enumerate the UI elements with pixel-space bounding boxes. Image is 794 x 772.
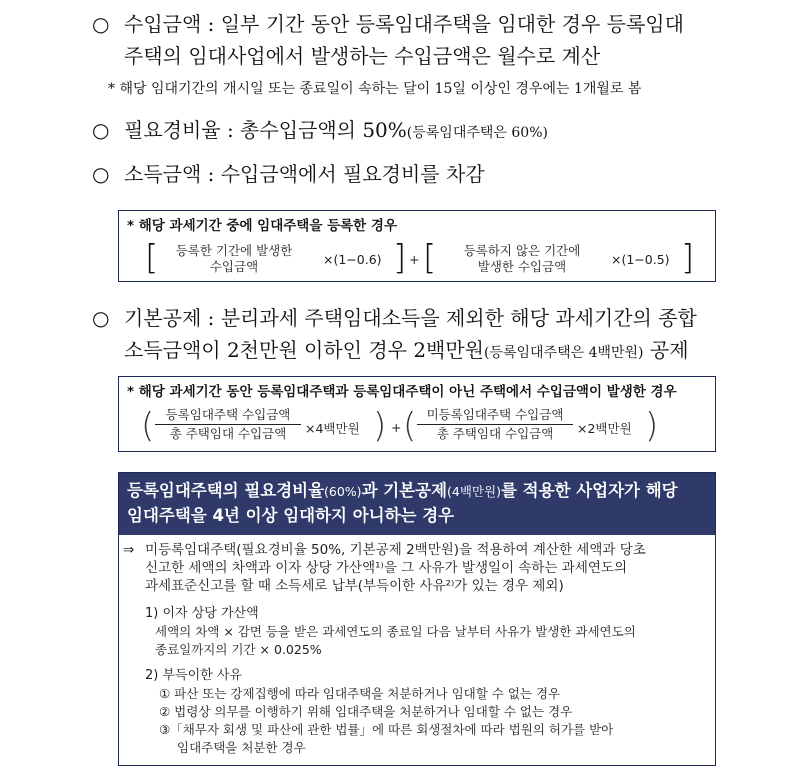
right-bracket-icon: ]	[681, 238, 695, 278]
subsection-title: 1) 이자 상당 가산액	[145, 606, 259, 621]
circle-bullet-icon: ○	[92, 12, 110, 36]
bullet-line: 기본공제 : 분리과세 주택임대소득을 제외한 해당 과세기간의 종합	[124, 306, 697, 330]
bullet-expense-ratio	[92, 114, 772, 146]
reason-item-continued: 임대주택을 처분한 경우	[177, 740, 306, 755]
formula-factor: ×(1−0.5)	[611, 252, 670, 267]
left-paren-icon: (	[403, 406, 417, 446]
fraction-bar	[417, 424, 573, 425]
fraction-denominator: 총 주택임대 수입금액	[169, 426, 287, 441]
bullet-line: 필요경비율 : 총수입금액의 50%	[124, 118, 407, 142]
fraction-numerator: 등록임대주택 수입금액	[165, 407, 291, 422]
subsection-title: 2) 부득이한 사유	[145, 668, 242, 683]
bullet-income	[92, 158, 772, 190]
subsection-text: 세액의 차액 × 감면 등을 받은 과세연도의 종료일 다음 날부터 사유가 발생한 과세연도의	[155, 624, 636, 639]
panel-paragraph: 신고한 세액의 차액과 이자 상당 가산액¹⁾을 그 사유가 발생일이 속하는 과세연도의	[145, 560, 627, 576]
panel-paragraph: 과세표준신고를 할 때 소득세로 납부(부득이한 사유²⁾가 있는 경우 제외)	[145, 578, 564, 594]
formula-term: 등록한 기간에 발생한 수입금액	[175, 243, 293, 274]
formula-factor: ×(1−0.6)	[323, 252, 382, 267]
plus-sign: +	[391, 420, 402, 435]
fraction-numerator: 미등록임대주택 수입금액	[426, 407, 564, 422]
panel-header: 등록임대주택의 필요경비율(60%)과 기본공제(4백만원)를 적용한 사업자가 해당 임대주택을 4년 이상 임대하지 아니하는 경우	[119, 473, 715, 535]
subsection-text: 종료일까지의 기간 × 0.025%	[155, 642, 322, 657]
right-paren-icon: )	[373, 406, 387, 446]
formula-box-registered-period	[118, 210, 716, 282]
left-bracket-icon: [	[423, 238, 437, 278]
formula-box-title: * 해당 과세기간 중에 임대주택을 등록한 경우	[127, 218, 397, 234]
left-paren-icon: (	[141, 406, 155, 446]
formula-box-title: * 해당 과세기간 동안 등록임대주택과 등록임대주택이 아닌 주택에서 수입금액이 발생한 경우	[127, 384, 677, 400]
formula-box-deduction-split	[118, 376, 716, 452]
plus-sign: +	[409, 252, 420, 267]
right-bracket-icon: ]	[393, 238, 407, 278]
bullet-note: (등록임대주택은 4백만원)	[484, 345, 644, 361]
bullet-line: 주택의 임대사업에서 발생하는 수입금액은 월수로 계산	[124, 44, 601, 68]
formula-factor: ×4백만원	[305, 421, 360, 436]
bullet-note: (등록임대주택은 60%)	[406, 125, 548, 141]
bullet-basic-deduction	[92, 302, 772, 366]
panel-paragraph: 미등록임대주택(필요경비율 50%, 기본공제 2백만원)을 적용하여 계산한 세액과 당초	[145, 542, 646, 558]
fraction	[155, 407, 301, 442]
bullet-line: 수입금액 : 일부 기간 동안 등록임대주택을 임대한 경우 등록임대	[124, 12, 684, 36]
circle-bullet-icon: ○	[92, 306, 110, 330]
circle-bullet-icon: ○	[92, 118, 110, 142]
reason-item: ① 파산 또는 강제집행에 따라 임대주택을 처분하거나 임대할 수 없는 경우	[159, 686, 561, 701]
footnote-month-rule: * 해당 임대기간의 개시일 또는 종료일이 속하는 달이 15일 이상인 경우에는 1개월로 봄	[108, 81, 642, 97]
bullet-line: 소득금액이 2천만원 이하인 경우 2백만원	[124, 338, 484, 362]
formula-term: 등록하지 않은 기간에 발생한 수입금액	[463, 243, 581, 274]
reason-item: ③「채무자 회생 및 파산에 관한 법률」에 따른 회생절차에 따라 법원의 허가를 받아	[159, 722, 614, 737]
fraction	[417, 407, 573, 442]
bullet-line: 공제	[643, 338, 689, 362]
bullet-income-amount	[92, 8, 772, 72]
reason-item: ② 법령상 의무를 이행하기 위해 임대주택을 처분하거나 임대할 수 없는 경우	[159, 704, 573, 719]
right-paren-icon: )	[645, 406, 659, 446]
fraction-bar	[155, 424, 301, 425]
circle-bullet-icon: ○	[92, 162, 110, 186]
lease-period-panel	[118, 472, 716, 766]
arrow-icon: ⇒	[123, 542, 135, 558]
bullet-line: 소득금액 : 수입금액에서 필요경비를 차감	[124, 162, 485, 186]
formula-factor: ×2백만원	[577, 421, 632, 436]
fraction-denominator: 총 주택임대 수입금액	[436, 426, 554, 441]
left-bracket-icon: [	[145, 238, 159, 278]
